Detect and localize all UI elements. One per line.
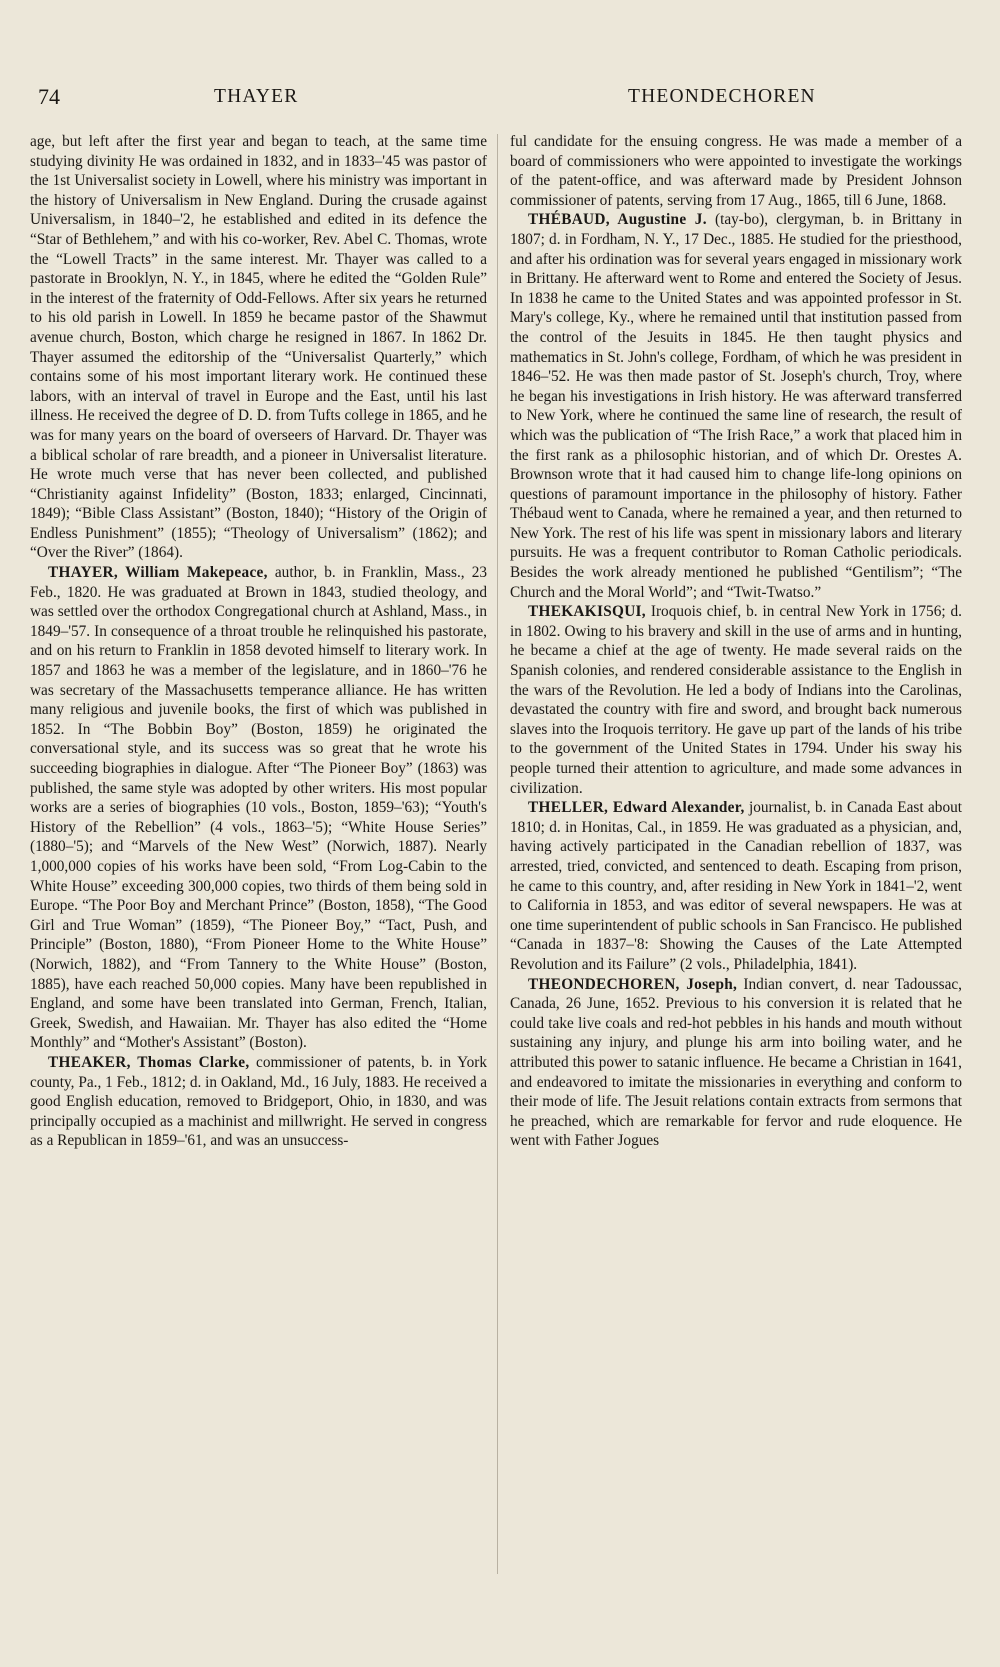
- entry-headword: THEKAKISQUI,: [528, 603, 646, 621]
- entry-thekakisqui: [510, 602, 962, 798]
- left-column: [30, 132, 487, 1151]
- continued-paragraph: ful candidate for the ensuing congress. He was made a member of a board of commissioners who were appointed to investigate the workings of the patent-office, and was afterward made by President Johnson commissioner of patents, serving from 17 Aug., 1865, till 6 June, 1868.: [510, 133, 962, 209]
- entry-text: journalist, b. in Canada East about 1810; d. in Honitas, Cal., in 1859. He was graduated as a physician, and, having actively participated in the Canadian rebellion of 1837, was arrested, tried, convicted, and sentenced to death. Escaping from prison, he came to this country, and, after residing in New York in 1841–'2, went to California in 1853, and was editor of several newspapers. He was at one time superintendent of public schools in San Francisco. He published “Canada in 1837–'8: Showing the Causes of the Late Attempted Revolution and its Failure” (2 vols., Philadelphia, 1841).: [510, 799, 962, 973]
- entry-theller: [510, 798, 962, 974]
- entry-theaker: [30, 1053, 487, 1151]
- page-number: 74: [38, 84, 60, 109]
- entry-text: Indian convert, d. near Tadoussac, Canada, 26 June, 1652. Previous to his conversion it is related that he could take live coals and red-hot pebbles in his hands and mouth without sustaining any injury, and plunge his arm into boiling water, and he attributed this power to satanic influence. He became a Christian in 1641, and endeavored to imitate the missionaries in everything and conform to their mode of life. The Jesuit relations contain extracts from sermons that he preached, which are remarkable for fervor and rude eloquence. He went with Father Jogues: [510, 975, 962, 1150]
- entry-text: author, b. in Franklin, Mass., 23 Feb., 1820. He was graduated at Brown in 1843, studied theology, and was settled over the orthodox Congregational church at Ashland, Mass., in 1849–'57. In consequence of a throat trouble he relinquished his pastorate, and on his return to Franklin in 1858 devoted himself to literary work. In 1857 and 1863 he was a member of the legislature, and in 1860–'76 he was secretary of the Massachusetts temperance alliance. He has written many religious and juvenile books, the first of which was published in 1852. In “The Bobbin Boy” (Boston, 1859) he originated the conversational style, and its success was so great that he wrote his succeeding biographies in dialogue. After “The Pioneer Boy” (1863) was published, the same style was adopted by other writers. His most popular works are a series of biographies (10 vols., Boston, 1859–'63); “Youth's History of the Rebellion” (4 vols., 1863–'5); “White House Series” (1880–'5); and “Marvels of the New West” (Norwich, 1887). Nearly 1,000,000 copies of his works have been sold, “From Log-Cabin to the White House” exceeding 300,000 copies, two thirds of them being sold in Europe. “The Poor Boy and Merchant Prince” (Boston, 1858), “The Good Girl and True Woman” (1859), “The Pioneer Boy,” “Tact, Push, and Principle” (Boston, 1880), “From Pioneer Home to the White House” (Norwich, 1882), and “From Tannery to the White House” (Boston, 1885), have each reached 50,000 copies. Many have been republished in England, and some have been translated into German, French, Italian, Greek, Swedish, and Hawaiian. Mr. Thayer has also edited the “Home Monthly” and “Mother's Assistant” (Boston).: [30, 564, 487, 1052]
- entry-text: (tay-bo), clergyman, b. in Brittany in 1807; d. in Fordham, N. Y., 17 Dec., 1885. He studied for the priesthood, and after his ordination was for several years engaged in missionary work in Brittany. He afterward went to Rome and entered the Society of Jesus. In 1838 he came to the United States and was appointed professor in St. Mary's college, Ky., where he remained until that institution passed from the control of the Jesuits in 1845. He then taught physics and mathematics in St. John's college, Fordham, of which he was president in 1846–'52. He was then made pastor of St. Joseph's church, Troy, where he began his investigations in Irish history. He was afterward transferred to New York, where he continued the same line of research, the result of which was the publication of “The Irish Race,” a work that placed him in the first rank as a philosophic historian, and of which Dr. Orestes A. Brownson wrote that it had caused him to change life-long opinions on questions of paramount importance in the philosophy of history. Father Thébaud went to Canada, where he remained a year, and then returned to New York. The rest of his life was spent in missionary labors and literary pursuits. He was a frequent contributor to Roman Catholic periodicals. Besides the work already mentioned he published “Gentilism”; “The Church and the Moral World”; and “Twit-Twatso.”: [510, 211, 963, 601]
- entry-thebaud: [510, 210, 962, 602]
- entry-headword: THEAKER, Thomas Clarke,: [48, 1053, 250, 1071]
- column-divider: [497, 134, 498, 1574]
- page-header: [0, 86, 1000, 116]
- continued-paragraph: age, but left after the first year and began to teach, at the same time studying divinity He was ordained in 1832, and in 1833–'45 was pastor of the 1st Universalist society in Lowell, where his ministry was important in the history of Universalism in New England. During the crusade against Universalism, in 1840–'2, he established and edited in its defence the “Star of Bethlehem,” and with his co-worker, Rev. Abel C. Thomas, wrote the “Lowell Tracts” in the same interest. Mr. Thayer was called to a pastorate in Brooklyn, N. Y., in 1845, where he edited the “Golden Rule” in the interest of the fraternity of Odd-Fellows. After six years he returned to his old parish in Lowell. In 1859 he became pastor of the Shawmut avenue church, Boston, which charge he resigned in 1867. In 1862 Dr. Thayer assumed the editorship of the “Universalist Quarterly,” which contains some of his most important literary work. He continued these labors, with an interval of travel in Europe and the East, until his last illness. He received the degree of D. D. from Tufts college in 1865, and he was for many years on the board of overseers of Harvard. Dr. Thayer was a biblical scholar of rare breadth, and a pioneer in Universalist literature. He wrote much verse that has never been collected, and published “Christianity against Infidelity” (Boston, 1833; enlarged, Cincinnati, 1849); “Bible Class Assistant” (Boston, 1840); “History of the Origin of Endless Punishment” (1855); “Theology of Universalism” (1862); and “Over the River” (1864).: [30, 133, 487, 562]
- entry-text: Iroquois chief, b. in central New York in 1756; d. in 1802. Owing to his bravery and skill in the use of arms and in hunting, he became a chief at the age of twenty. He made several raids on the Spanish colonies, and rendered considerable assistance to the English in the wars of the Revolution. He led a body of Indians into the Carolinas, devastated the country with fire and sword, and brought back numerous slaves into the Iroquois territory. He gave up part of the lands of his tribe to the government of the United States in 1794. Under his sway his people turned their attention to agriculture, and made some advances in civilization.: [510, 603, 962, 797]
- right-column: [510, 132, 962, 1151]
- running-head-left: THAYER: [214, 86, 299, 107]
- entry-headword: THELLER, Edward Alexander,: [528, 799, 745, 817]
- entry-theondechoren: [510, 975, 962, 1151]
- entry-headword: THAYER, William Makepeace,: [48, 564, 268, 582]
- entry-thayer-william: [30, 563, 487, 1053]
- running-head-right: THEONDECHOREN: [628, 86, 816, 107]
- entry-headword: THÉBAUD, Augustine J.: [528, 211, 707, 229]
- entry-headword: THEONDECHOREN, Joseph,: [528, 975, 738, 993]
- entry-text: commissioner of patents, b. in York county, Pa., 1 Feb., 1812; d. in Oakland, Md., 16 July, 1883. He received a good English education, removed to Bridgeport, Ohio, in 1830, and was principally occupied as a machinist and millwright. He served in congress as a Republican in 1859–'61, and was an unsuccess-: [30, 1053, 488, 1150]
